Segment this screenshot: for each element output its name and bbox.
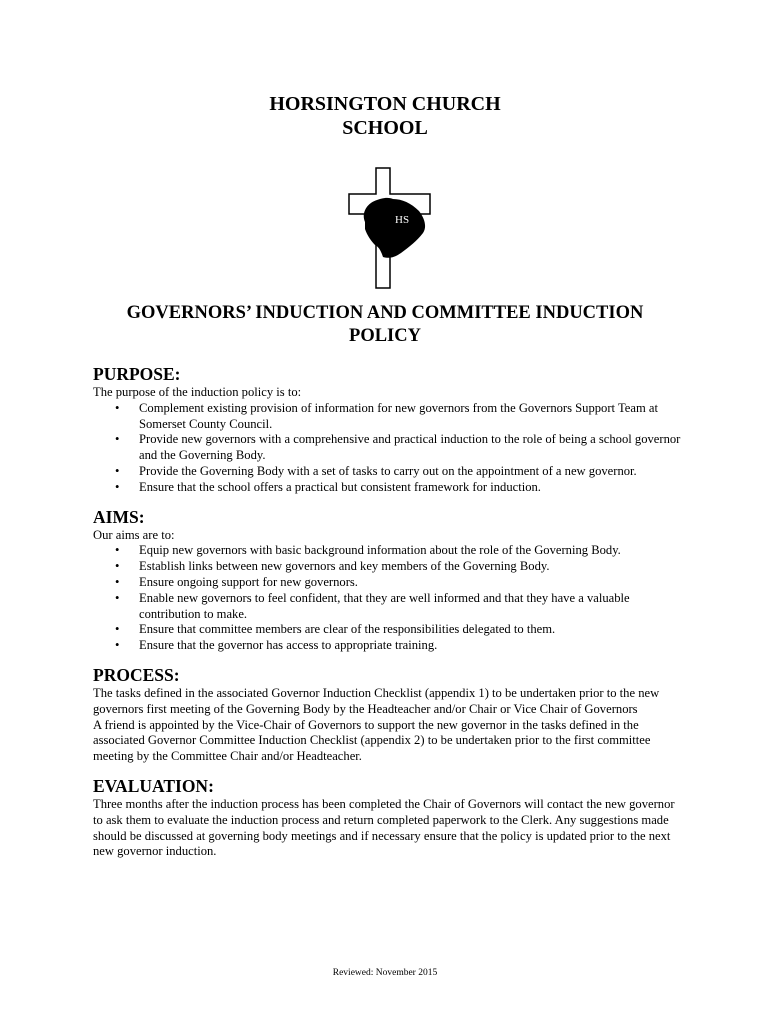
policy-title — [90, 302, 680, 348]
purpose-section — [93, 364, 683, 496]
policy-title-line1: GOVERNORS’ INDUCTION AND COMMITTEE INDUCTION — [126, 303, 644, 323]
aims-heading: AIMS: — [93, 506, 145, 527]
aims-item: • Ensure that committee members are clear of the responsibilities delegated to them. — [139, 622, 683, 638]
process-paragraph: A friend is appointed by the Vice-Chair of Governors to support the new governor in the tasks defined in the associated Governor Committee Induction Checklist (appendix 2) to be undertaken prior to the first committee meeting by the Committee Chair and/or Headteacher. — [93, 717, 651, 764]
purpose-intro: The purpose of the induction policy is to: — [93, 385, 302, 399]
process-section — [93, 665, 683, 765]
school-title-line2: SCHOOL — [342, 117, 428, 139]
aims-intro: Our aims are to: — [93, 527, 175, 542]
school-title-line1: HORSINGTON CHURCH — [269, 93, 501, 115]
aims-item: • Ensure ongoing support for new governors. — [139, 575, 683, 591]
logo-text: HS — [395, 214, 410, 226]
policy-title-line2: POLICY — [349, 326, 421, 346]
school-title — [0, 92, 770, 140]
purpose-item: • Ensure that the school offers a practical but consistent framework for induction. — [139, 480, 683, 496]
evaluation-section — [93, 776, 683, 860]
aims-item: • Establish links between new governors and key members of the Governing Body. — [139, 559, 683, 575]
evaluation-paragraph: Three months after the induction process has been completed the Chair of Governors will contact the new governor to ask them to evaluate the induction process and return completed paperwork to the Clerk. Any suggestions made should be discussed at governing body meetings and if necessary ensure that the policy is updated prior to the next new governor induction. — [93, 796, 675, 859]
policy-content — [93, 364, 683, 871]
purpose-item: • Provide new governors with a comprehensive and practical induction to the role of being a school governor and the Governing Body. — [139, 432, 683, 464]
process-paragraph: The tasks defined in the associated Governor Induction Checklist (appendix 1) to be undertaken prior to the new governors first meeting of the Governing Body by the Headteacher and/or Chair or Vice Chair of Governors — [93, 685, 660, 716]
purpose-item: • Provide the Governing Body with a set of tasks to carry out on the appointment of a new governor. — [139, 464, 683, 480]
aims-item: • Ensure that the governor has access to appropriate training. — [139, 638, 683, 654]
reviewed-footer: Reviewed: November 2015 — [332, 968, 438, 978]
aims-list — [93, 543, 683, 654]
evaluation-heading: EVALUATION: — [93, 775, 214, 796]
aims-item: • Equip new governors with basic background information about the role of the Governing Body. — [139, 543, 683, 559]
purpose-list — [93, 401, 683, 496]
aims-section — [93, 507, 683, 654]
school-cross-logo-icon — [347, 167, 433, 289]
aims-item: • Enable new governors to feel confident, that they are well informed and that they have a valuable contribution to make. — [139, 591, 683, 623]
purpose-item: • Complement existing provision of information for new governors from the Governors Support Team at Somerset County Council. — [139, 401, 683, 433]
process-heading: PROCESS: — [93, 664, 180, 685]
purpose-heading: PURPOSE: — [93, 364, 181, 384]
